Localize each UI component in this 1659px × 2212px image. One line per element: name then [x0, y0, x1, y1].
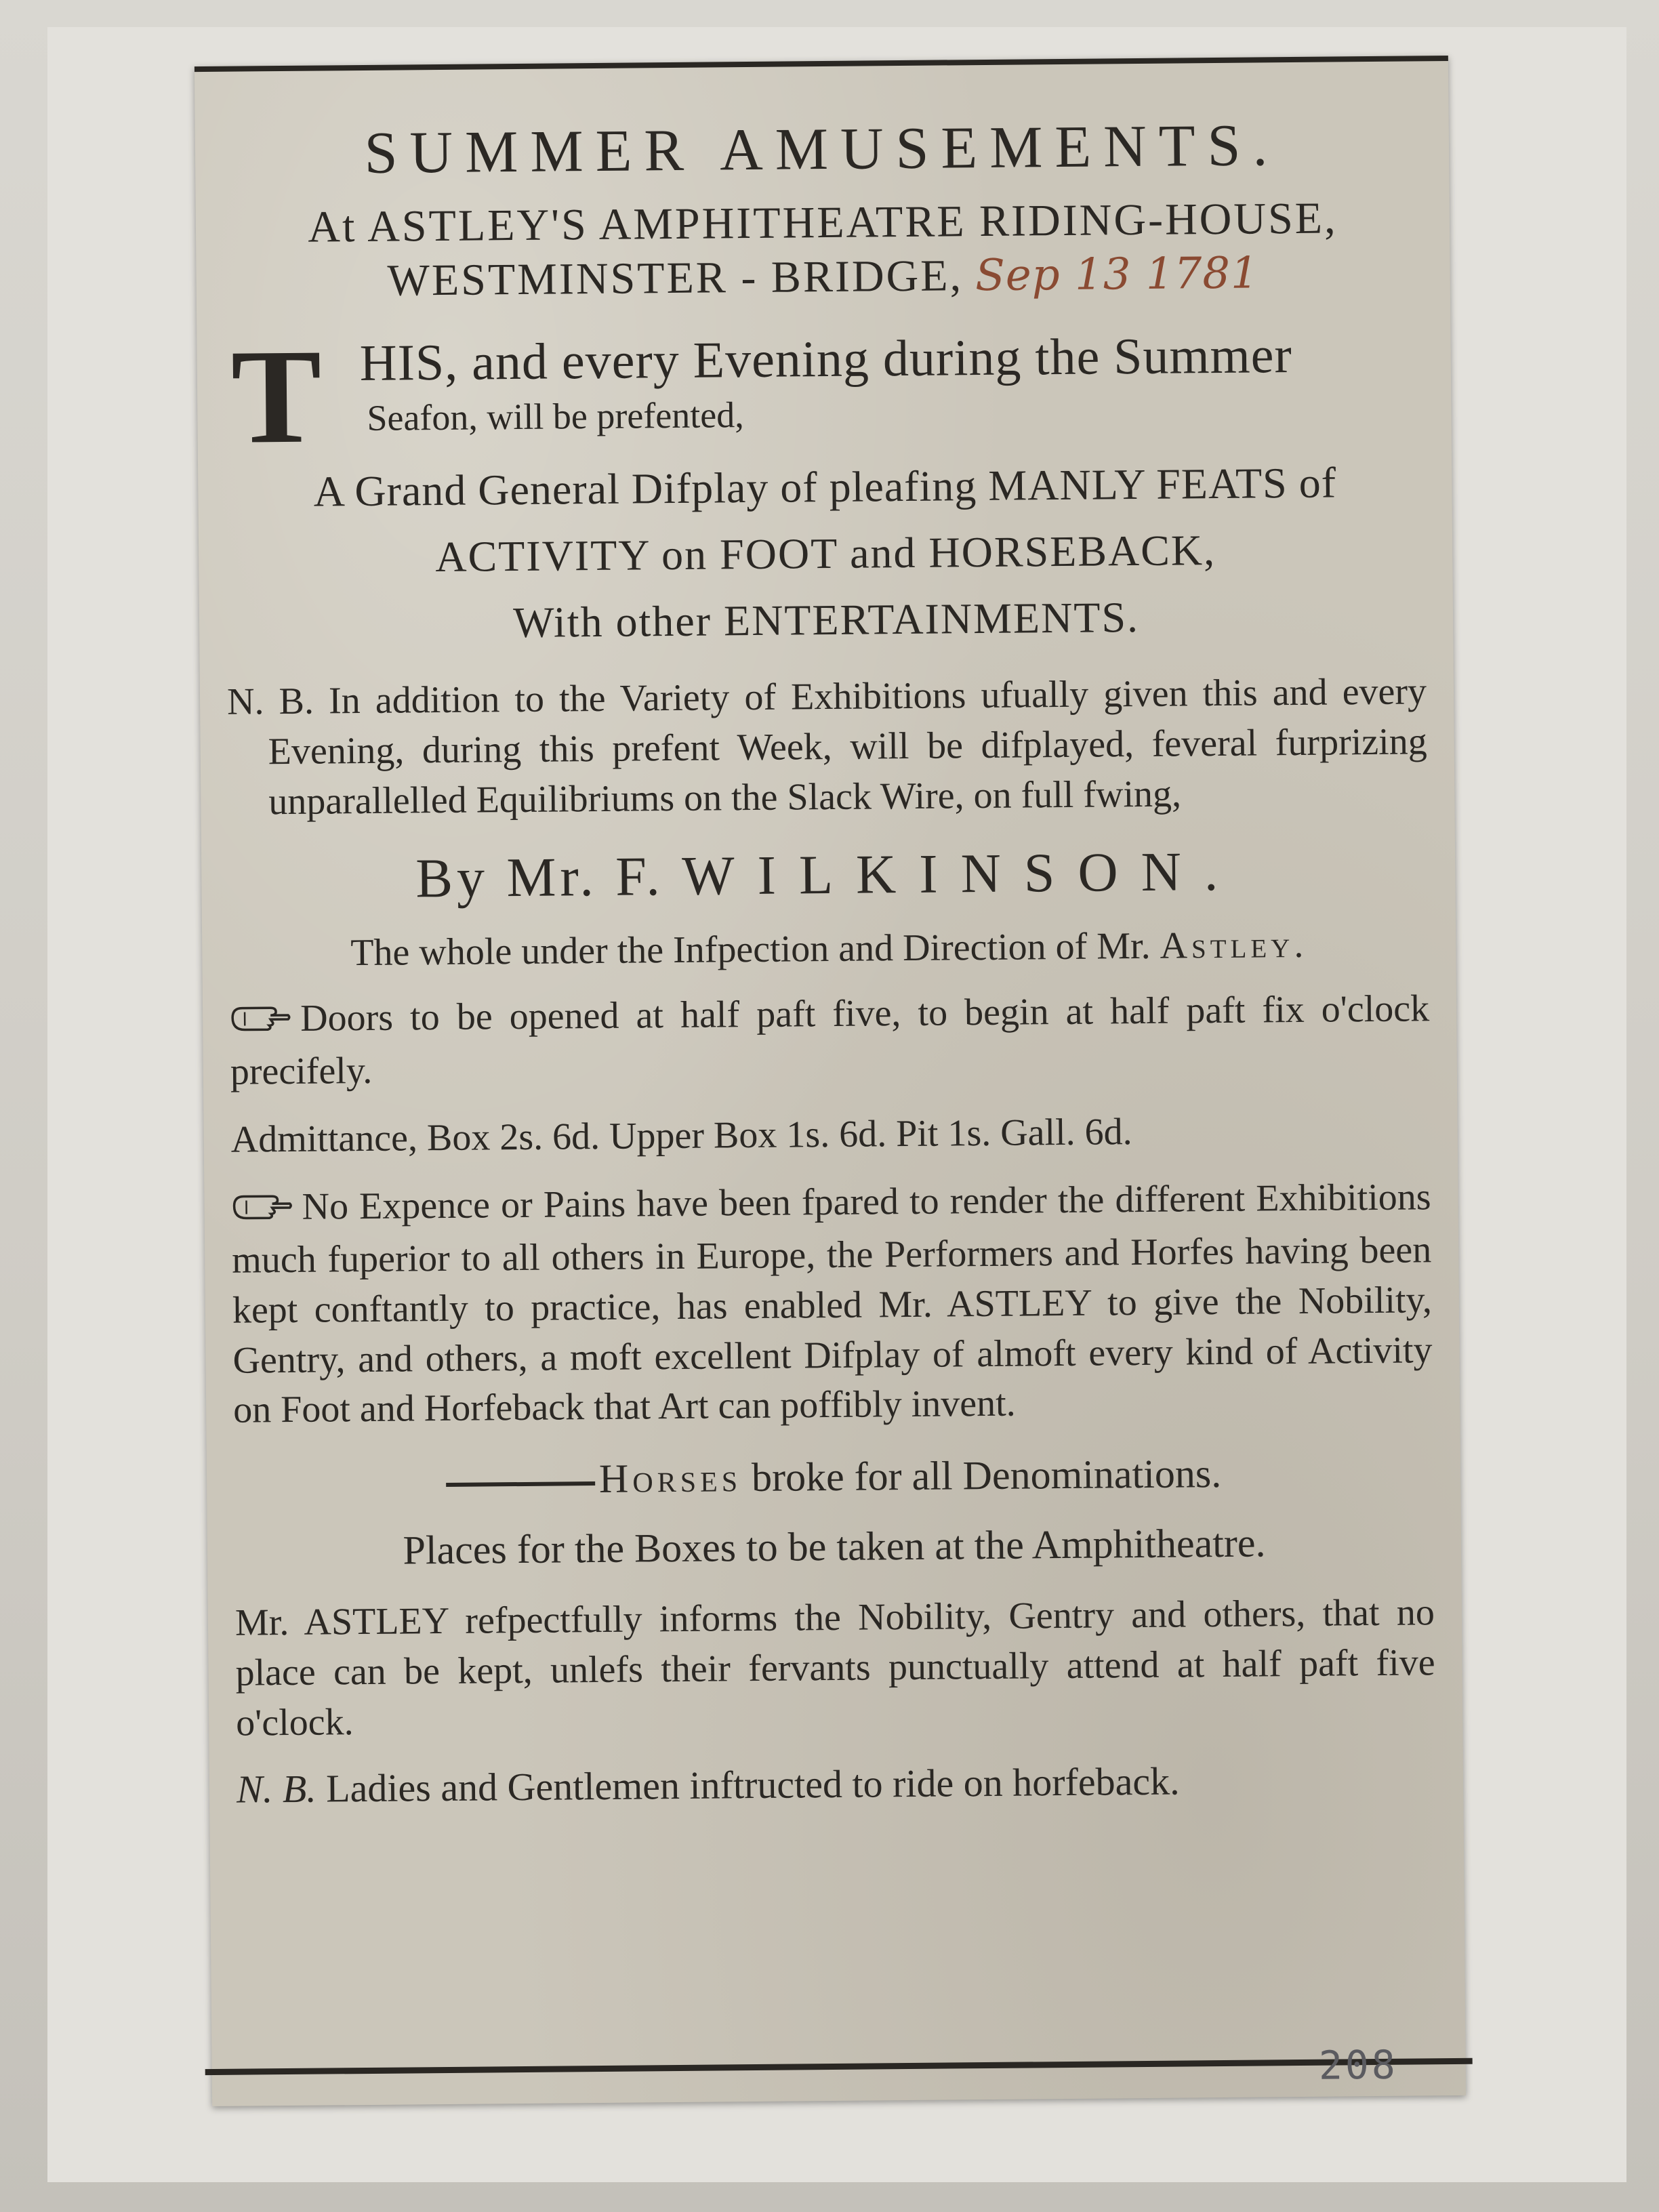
astley-notice: Mr. ASTLEY refpectfully informs the Nobility, Gentry and others, that no place can be kept, unlefs their fervants punctually attend at half paft five o'clock. — [234, 1591, 1435, 1744]
doors-paragraph — [230, 984, 1430, 1097]
clipping-content — [222, 83, 1436, 1811]
horses-word: Horses — [598, 1455, 742, 1502]
horses-text: broke for all Denominations. — [751, 1451, 1222, 1500]
performer-line — [228, 838, 1429, 912]
display-line-3: With other ENTERTAINMENTS. — [512, 592, 1140, 647]
venue-line: At ASTLEY'S AMPHITHEATRE RIDING-HOUSE, — [308, 193, 1338, 252]
inspection-prefix: The whole under the Infpection and Direction of Mr. — [350, 924, 1151, 974]
bottom-rule — [205, 2058, 1473, 2075]
performer-name: WILKINSON. — [681, 840, 1242, 907]
nb2-text: Ladies and Gentlemen inftructed to ride on horfeback. — [325, 1759, 1180, 1811]
places-line: Places for the Boxes to be taken at the Amphitheatre. — [403, 1520, 1266, 1573]
lead-line-1: HIS, and every Evening during the Summer — [359, 327, 1293, 392]
expence-text: No Expence or Pains have been fpared to render the different Exhibitions much fuperior to all others in Europe, the Performers and Horfes having been kept conftantly to practice, has enabled Mr. ASTLEY to give the Nobility, Gentry, and others, a moft excellent Difplay of almoft every kind of Activity on Foot and Horfeback that Art can poffibly invent. — [232, 1175, 1433, 1432]
pointing-hand-icon — [230, 997, 291, 1048]
admittance-line: Admittance, Box 2s. 6d. Upper Box 1s. 6d. Pit 1s. Gall. 6d. — [230, 1110, 1132, 1161]
location-line — [223, 246, 1423, 308]
location-text: WESTMINSTER - BRIDGE, — [387, 251, 964, 306]
pointing-hand-icon — [231, 1185, 293, 1236]
handwritten-date: Sep 13 1781 — [975, 248, 1260, 302]
em-dash-rule — [446, 1481, 595, 1487]
lead-line-2: Seafon, will be prefented, — [367, 394, 744, 438]
horses-line — [234, 1449, 1434, 1506]
nb2-prefix: N. B. — [236, 1766, 316, 1811]
inspection-name: Astley. — [1160, 923, 1308, 967]
lead-paragraph — [224, 321, 1424, 472]
newspaper-clipping — [194, 56, 1466, 2106]
nb-paragraph-2 — [237, 1756, 1437, 1811]
doors-text: Doors to be opened at half paft five, to begin at half paft fix o'clock precifely. — [230, 987, 1430, 1093]
headline: SUMMER AMUSEMENTS. — [364, 112, 1280, 186]
display-line-1: A Grand General Difplay of pleafing MANLY FEATS of — [313, 458, 1337, 516]
performer-prefix: By Mr. F. — [415, 844, 665, 909]
nb-paragraph-1: N. B. In addition to the Variety of Exhibitions ufually given this and every Evening, during this prefent Week, will be difplayed, feveral furprizing unparallelled Equilibriums on the Slack Wire, on full fwing, — [226, 670, 1427, 823]
inspection-line — [229, 922, 1429, 975]
expence-paragraph — [231, 1172, 1433, 1436]
display-line-2: ACTIVITY on FOOT and HORSEBACK, — [435, 526, 1216, 581]
page-number: 208 — [1318, 2041, 1398, 2089]
drop-cap: T — [230, 321, 323, 472]
